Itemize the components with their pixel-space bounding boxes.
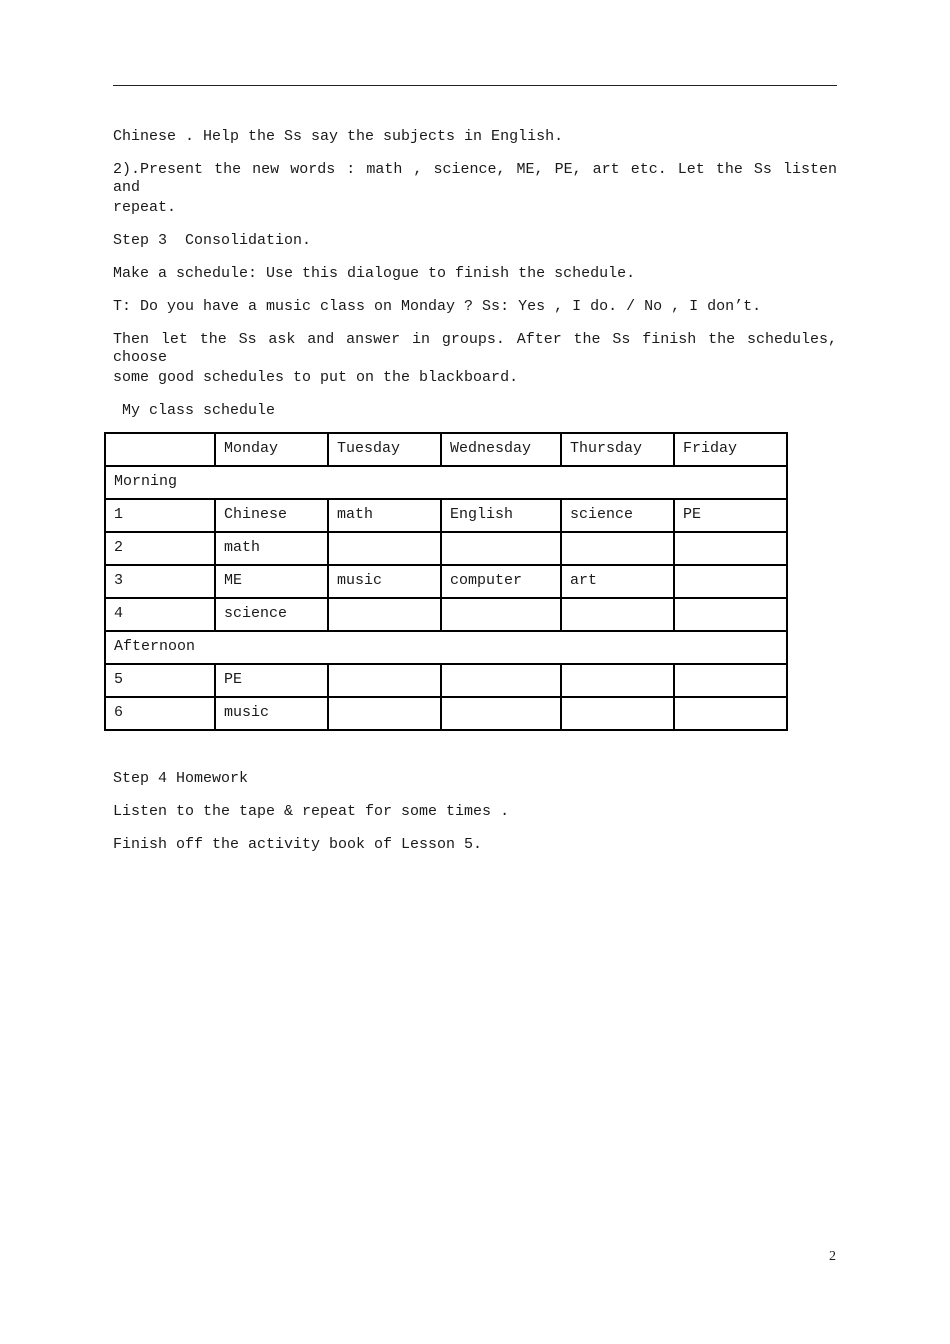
- table-cell: [561, 664, 674, 697]
- table-caption: My class schedule: [113, 402, 276, 419]
- table-cell: 1: [105, 499, 215, 532]
- table-cell: [441, 697, 561, 730]
- table-cell: [328, 532, 441, 565]
- table-cell: [328, 598, 441, 631]
- table-cell: math: [328, 499, 441, 532]
- table-cell: [561, 697, 674, 730]
- table-cell: [674, 532, 787, 565]
- table-row: [105, 532, 787, 565]
- paragraph-2: 2).Present the new words : math , science, ME, PE, art etc. Let the Ss listen and: [113, 161, 837, 196]
- paragraph-7: Then let the Ss ask and answer in groups. After the Ss finish the schedules, choose: [113, 331, 837, 366]
- step-4-heading: Step 4 Homework: [113, 770, 249, 787]
- table-cell: [674, 697, 787, 730]
- table-cell: music: [328, 565, 441, 598]
- step-3-heading: Step 3 Consolidation.: [113, 232, 312, 249]
- table-header-row: [105, 433, 787, 466]
- header-cell: Tuesday: [328, 433, 441, 466]
- section-label: Morning: [105, 466, 787, 499]
- page-number: 2: [829, 1249, 836, 1264]
- table-cell: ME: [215, 565, 328, 598]
- table-row: [105, 499, 787, 532]
- table-cell: 4: [105, 598, 215, 631]
- table-cell: science: [215, 598, 328, 631]
- header-cell: [105, 433, 215, 466]
- table-cell: Chinese: [215, 499, 328, 532]
- table-cell: science: [561, 499, 674, 532]
- morning-section-row: [105, 466, 787, 499]
- table-cell: [328, 697, 441, 730]
- table-cell: [328, 664, 441, 697]
- table-cell: computer: [441, 565, 561, 598]
- table-cell: [674, 565, 787, 598]
- afternoon-section-row: [105, 631, 787, 664]
- table-cell: English: [441, 499, 561, 532]
- table-cell: [674, 598, 787, 631]
- class-schedule-table: [104, 432, 788, 731]
- dialogue-line: T: Do you have a music class on Monday ? Ss: Yes , I do. / No , I don’t.: [113, 298, 762, 315]
- section-label: Afternoon: [105, 631, 787, 664]
- header-rule: [113, 85, 837, 86]
- header-cell: Friday: [674, 433, 787, 466]
- table-row: [105, 565, 787, 598]
- header-cell: Thursday: [561, 433, 674, 466]
- table-row: [105, 697, 787, 730]
- homework-line-1: Listen to the tape & repeat for some times .: [113, 803, 510, 820]
- table-cell: 3: [105, 565, 215, 598]
- table-cell: [561, 532, 674, 565]
- table-cell: 2: [105, 532, 215, 565]
- table-cell: music: [215, 697, 328, 730]
- table-cell: [441, 598, 561, 631]
- table-cell: [674, 664, 787, 697]
- table-cell: [441, 664, 561, 697]
- table-row: [105, 598, 787, 631]
- table-cell: art: [561, 565, 674, 598]
- header-cell: Monday: [215, 433, 328, 466]
- paragraph-5: Make a schedule: Use this dialogue to finish the schedule.: [113, 265, 636, 282]
- paragraph-3: repeat.: [113, 199, 177, 216]
- table-row: [105, 664, 787, 697]
- table-cell: 5: [105, 664, 215, 697]
- paragraph-8: some good schedules to put on the blackboard.: [113, 369, 519, 386]
- table-cell: PE: [674, 499, 787, 532]
- table-cell: math: [215, 532, 328, 565]
- table-cell: PE: [215, 664, 328, 697]
- table-cell: [441, 532, 561, 565]
- homework-line-2: Finish off the activity book of Lesson 5.: [113, 836, 483, 853]
- paragraph-1: Chinese . Help the Ss say the subjects in English.: [113, 128, 564, 145]
- header-cell: Wednesday: [441, 433, 561, 466]
- table-cell: [561, 598, 674, 631]
- table-cell: 6: [105, 697, 215, 730]
